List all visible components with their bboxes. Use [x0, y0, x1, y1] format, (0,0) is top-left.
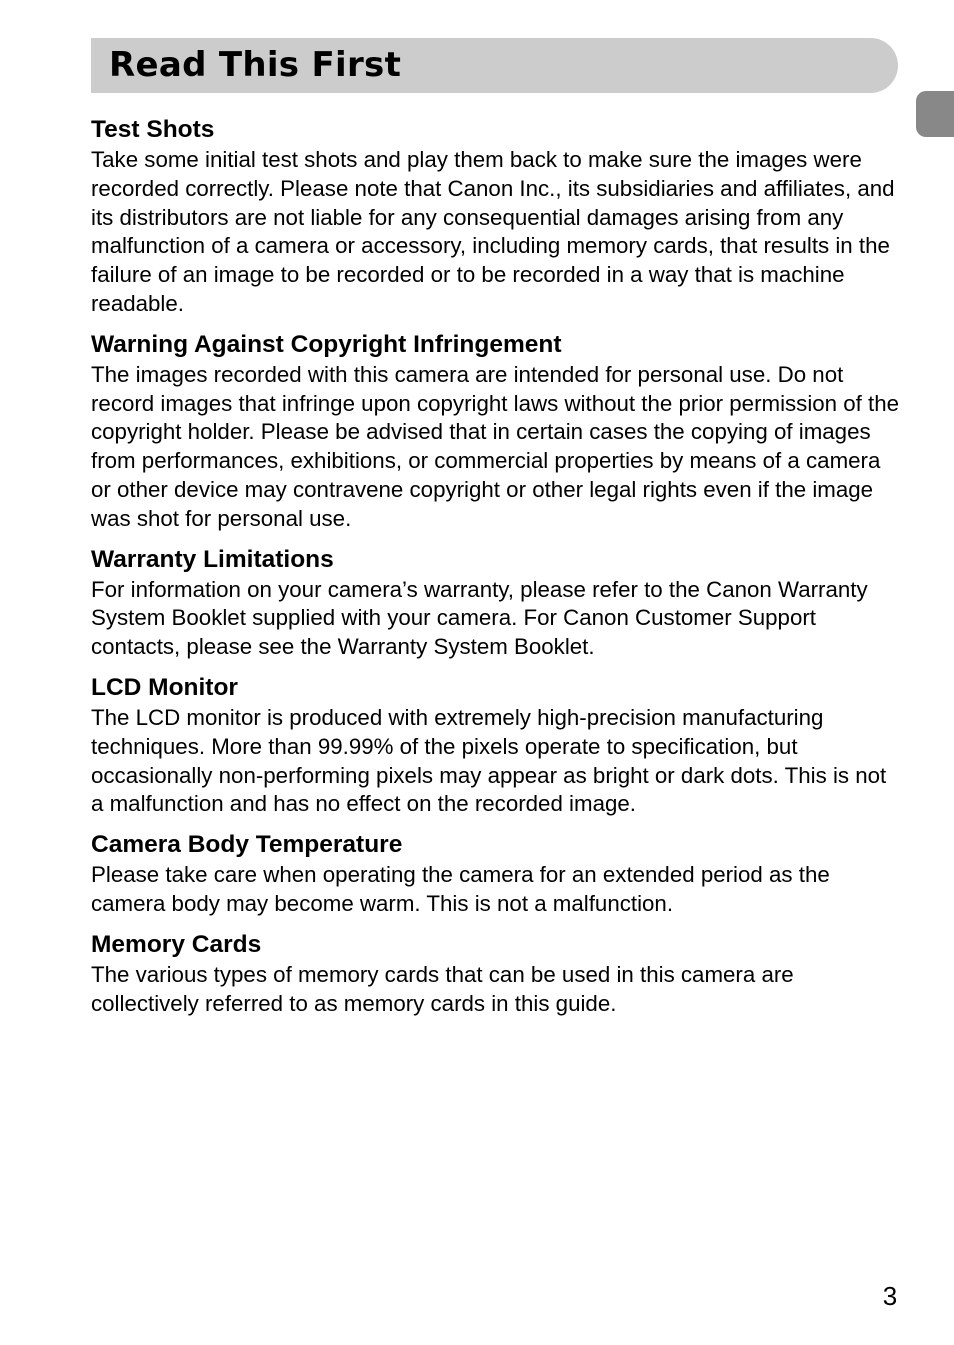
section-paragraph: The LCD monitor is produced with extremely high-precision manufacturing techniques. More than 99.99% of the pixels operate to specification, but occasionally non-performing pixels may appear as bright or dark dots. This is not a malfunction and has no effect on the recorded image. — [91, 704, 887, 817]
section-warranty-limitations — [91, 544, 903, 662]
section-test-shots — [91, 114, 903, 319]
section-camera-body-temperature — [91, 829, 903, 919]
section-heading: Memory Cards — [91, 930, 262, 958]
section-copyright-warning — [91, 329, 903, 534]
section-heading: Test Shots — [91, 116, 215, 143]
page-number: 3 — [882, 1281, 898, 1311]
section-paragraph: The various types of memory cards that can be used in this camera are collectively referred to as memory cards in this guide. — [91, 961, 794, 1016]
section-paragraph: Take some initial test shots and play them back to make sure the images were recorded correctly. Please note that Canon Inc., its subsidiaries and affiliates, and its distributors are not liable for any consequential damages arising from any malfunction of a camera or accessory, including memory cards, that results in the failure of an image to be recorded or to be recorded in a way that is machine readable. — [91, 147, 895, 316]
section-lcd-monitor — [91, 672, 903, 819]
section-paragraph: Please take care when operating the camera for an extended period as the camera body may become warm. This is not a malfunction. — [91, 862, 830, 916]
page-title: Read This First — [109, 45, 402, 85]
chapter-tab-marker — [916, 91, 954, 137]
title-banner — [91, 38, 898, 93]
document-body — [91, 114, 903, 1028]
section-heading: Warning Against Copyright Infringement — [91, 330, 562, 358]
section-paragraph: The images recorded with this camera are intended for personal use. Do not record images that infringe upon copyright laws without the prior permission of the copyright holder. Please be advised that in certain cases the copying of images from performances, exhibitions, or commercial properties by means of a camera or other device may contravene copyright or other legal rights even if the image was shot for personal use. — [91, 361, 900, 531]
section-memory-cards — [91, 929, 903, 1019]
section-heading: Camera Body Temperature — [91, 831, 403, 859]
section-heading: LCD Monitor — [91, 673, 238, 701]
section-heading: Warranty Limitations — [91, 545, 334, 573]
section-paragraph: For information on your camera’s warranty, please refer to the Canon Warranty System Booklet supplied with your camera. For Canon Customer Support contacts, please see the Warranty System Booklet. — [91, 576, 868, 660]
